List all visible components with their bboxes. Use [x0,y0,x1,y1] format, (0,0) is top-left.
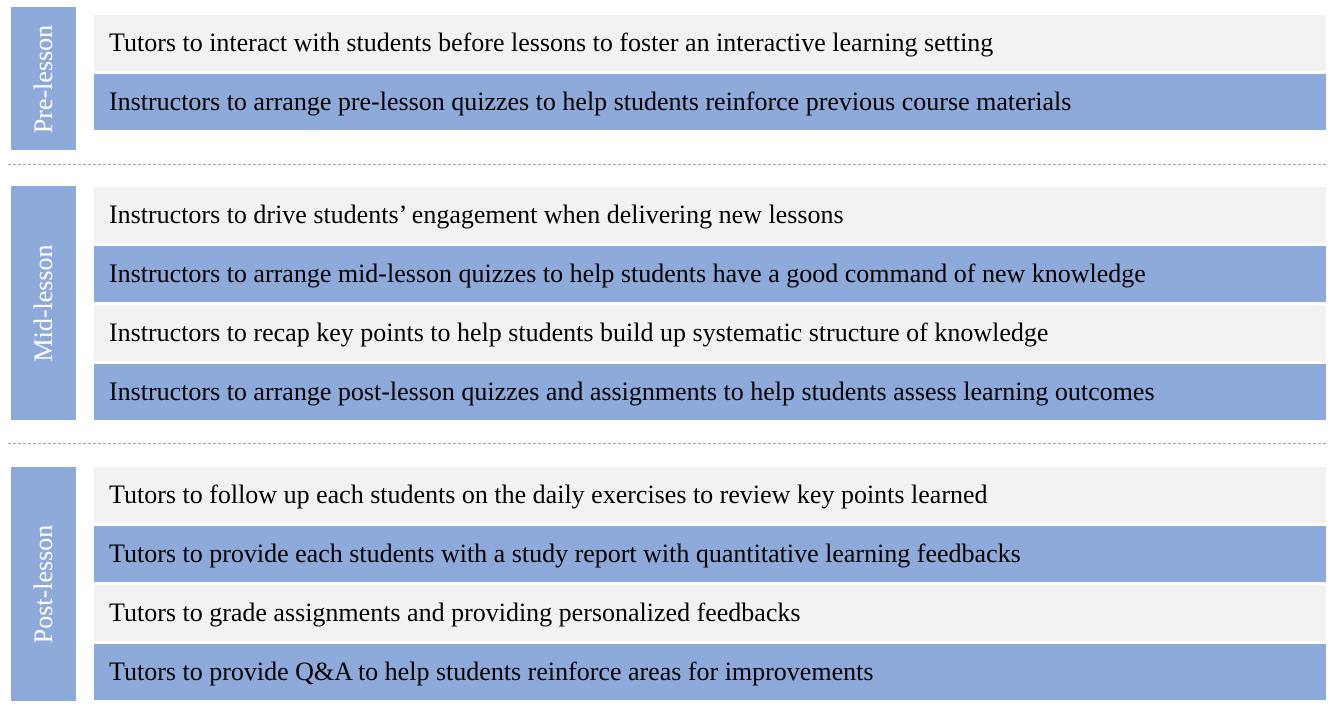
pre-lesson-item: Instructors to arrange pre-lesson quizzes to help students reinforce previous course materials [94,74,1326,130]
mid-lesson-item: Instructors to drive students’ engagement when delivering new lessons [94,187,1326,243]
mid-lesson-item: Instructors to arrange mid-lesson quizzes to help students have a good command of new knowledge [94,246,1326,302]
pre-lesson-label: Pre-lesson [28,24,58,133]
pre-lesson-label-box [11,7,76,150]
post-lesson-item: Tutors to provide each students with a study report with quantitative learning feedbacks [94,526,1326,582]
pre-lesson-item: Tutors to interact with students before lessons to foster an interactive learning setting [94,15,1326,71]
mid-lesson-item: Instructors to recap key points to help students build up systematic structure of knowledge [94,305,1326,361]
post-lesson-item: Tutors to grade assignments and providing personalized feedbacks [94,585,1326,641]
mid-lesson-item: Instructors to arrange post-lesson quizzes and assignments to help students assess learning outcomes [94,364,1326,420]
section-divider [8,443,1326,444]
post-lesson-label: Post-lesson [28,524,58,644]
section-divider [8,164,1326,165]
post-lesson-label-box [11,467,76,701]
post-lesson-item: Tutors to provide Q&A to help students reinforce areas for improvements [94,644,1326,700]
mid-lesson-label-box [11,186,76,420]
mid-lesson-label: Mid-lesson [28,244,58,362]
post-lesson-item: Tutors to follow up each students on the daily exercises to review key points learned [94,467,1326,523]
